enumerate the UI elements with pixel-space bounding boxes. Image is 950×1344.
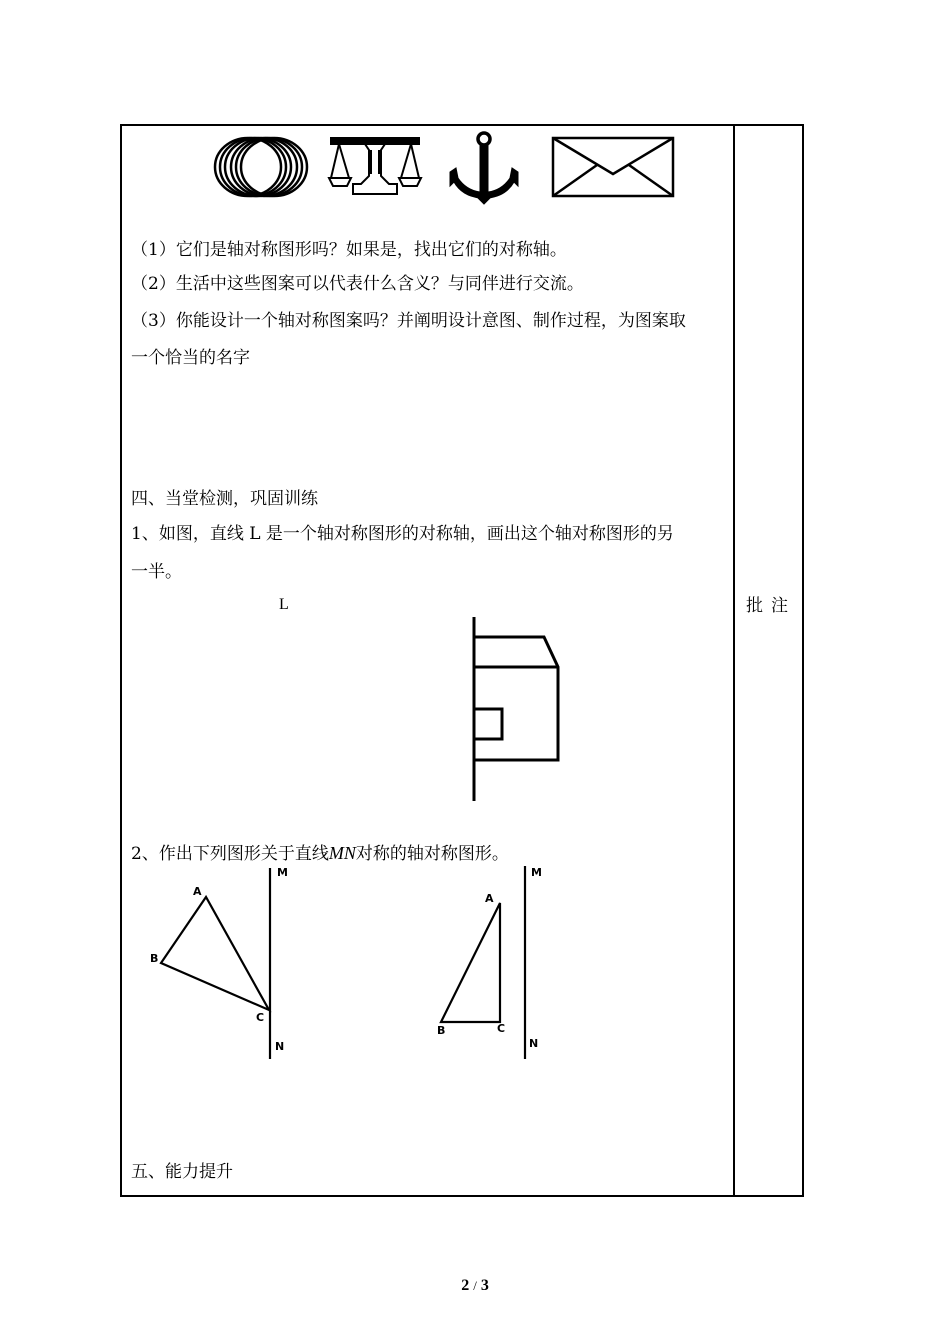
- fig2-label-a: A: [485, 892, 494, 905]
- task-2-suffix: 对称的轴对称图形。: [355, 844, 509, 864]
- fig1-label-c: C: [256, 1011, 265, 1024]
- question-3-line-2: 一个恰当的名字: [131, 348, 250, 368]
- task-1-line-2: 一半。: [131, 562, 182, 582]
- page-total: 3: [480, 1277, 489, 1294]
- fig2-label-c: C: [497, 1022, 506, 1035]
- fig1-label-n: N: [275, 1040, 285, 1053]
- task-2-text: [131, 843, 509, 864]
- task-2-mn: MN: [328, 843, 356, 863]
- fig1-label-m: M: [277, 866, 288, 879]
- triangle-figure-1: [150, 866, 290, 1066]
- half-house-figure: [466, 615, 566, 805]
- page-number: [0, 1277, 950, 1295]
- balance-scale-icon: [327, 136, 423, 200]
- task-2-prefix: 2、作出下列图形关于直线: [131, 844, 329, 864]
- annotation-column-label: 批注: [746, 596, 796, 616]
- page-separator: /: [473, 1278, 477, 1293]
- fig2-label-m: M: [531, 866, 542, 879]
- question-3-line-1: （3）你能设计一个轴对称图案吗？并阐明设计意图、制作过程，为图案取: [131, 311, 686, 331]
- column-divider: [733, 124, 735, 1197]
- anchor-icon: [446, 130, 522, 206]
- olympic-rings-icon: [212, 136, 310, 198]
- fig2-label-n: N: [529, 1037, 539, 1050]
- page-current: 2: [461, 1277, 470, 1294]
- task-1-line-1: 1、如图，直线 L 是一个轴对称图形的对称轴，画出这个轴对称图形的另: [131, 524, 674, 544]
- fig1-label-a: A: [193, 885, 202, 898]
- envelope-icon: [551, 136, 675, 198]
- question-2: （2）生活中这些图案可以代表什么含义？与同伴进行交流。: [131, 274, 584, 294]
- fig2-label-b: B: [437, 1024, 446, 1037]
- section-5-heading: 五、能力提升: [131, 1162, 233, 1182]
- axis-label-l: L: [279, 596, 289, 613]
- question-1: （1）它们是轴对称图形吗？如果是，找出它们的对称轴。: [131, 240, 567, 260]
- fig1-label-b: B: [150, 952, 159, 965]
- section-4-heading: 四、当堂检测，巩固训练: [131, 489, 318, 509]
